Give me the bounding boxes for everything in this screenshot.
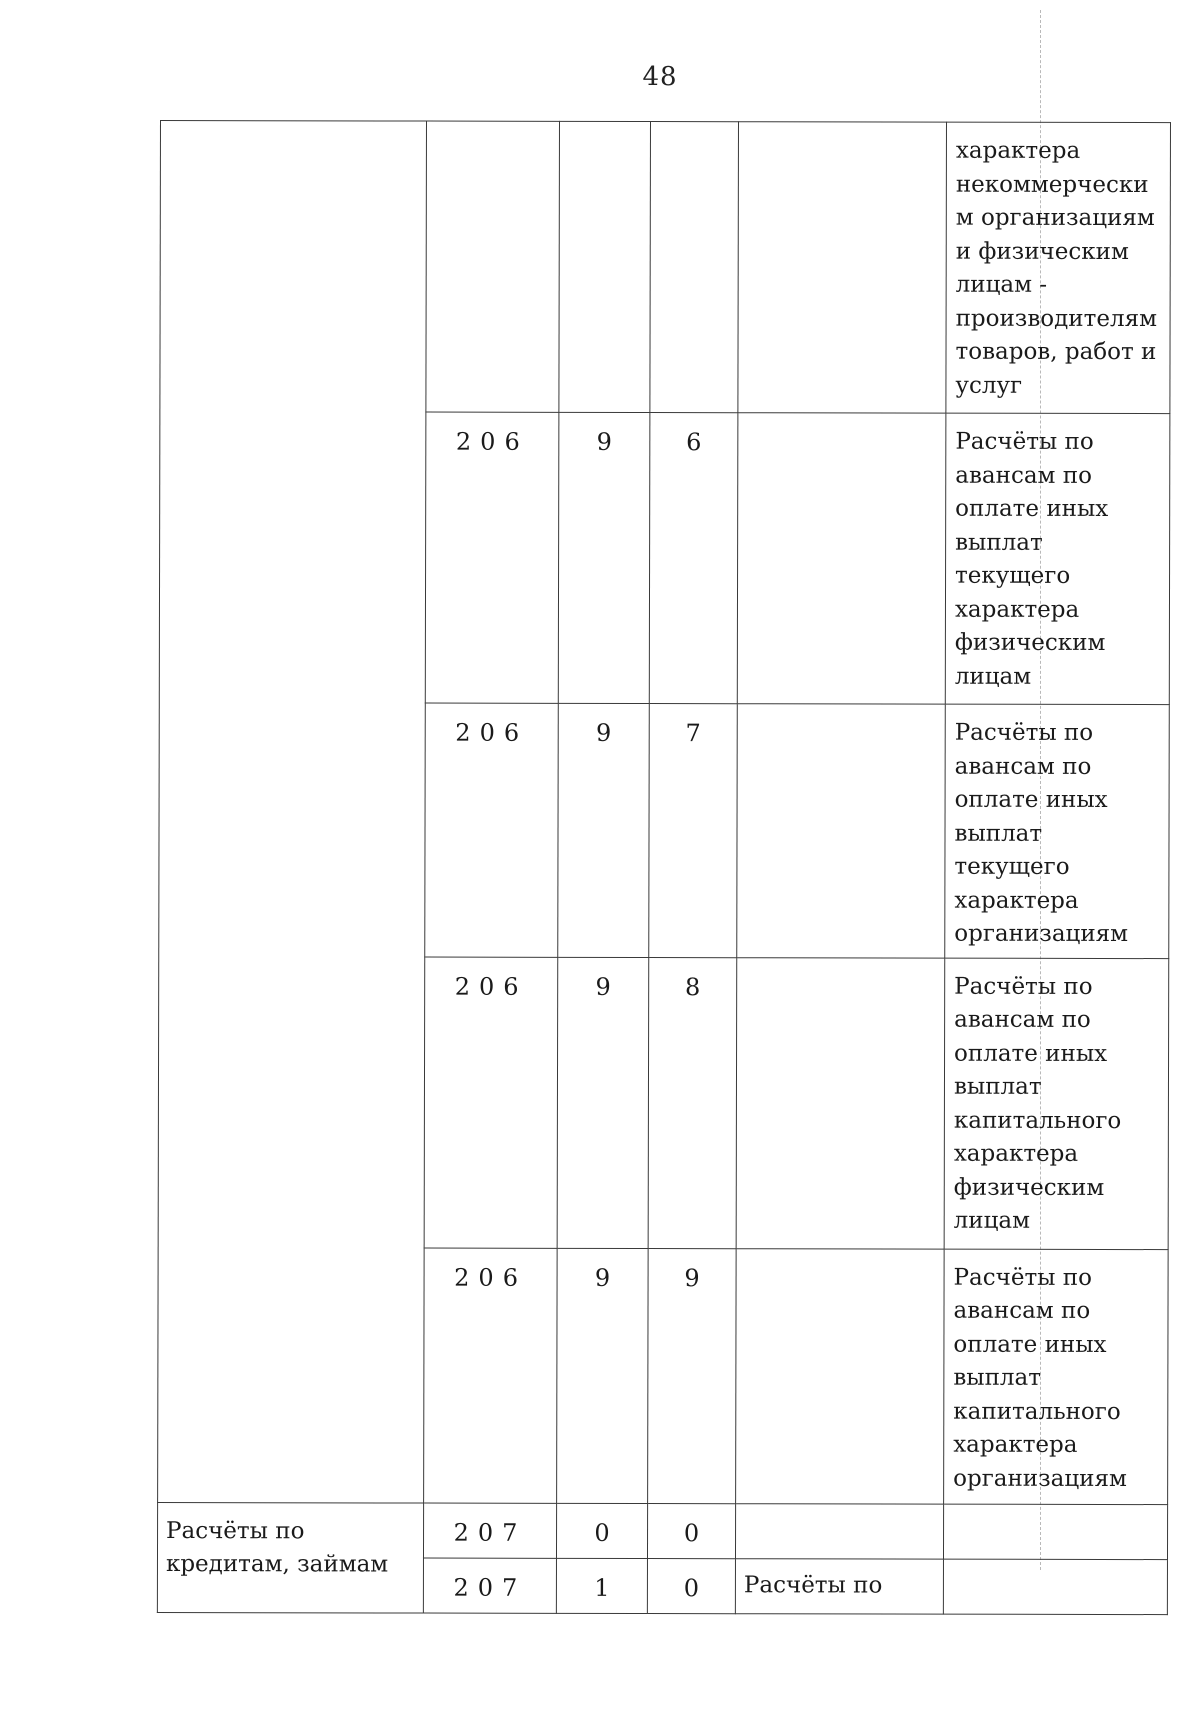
sub2-cell	[650, 122, 739, 413]
sub1-cell: 1	[556, 1558, 647, 1613]
description-cell	[943, 1559, 1167, 1614]
description-text: Расчёты по авансам по оплате иных выплат капитального характера физическим лицам	[953, 973, 1122, 1234]
sub1-cell: 0	[556, 1503, 647, 1558]
account-name	[161, 121, 426, 134]
account-name-cell	[157, 1502, 423, 1613]
description-text	[944, 1504, 1167, 1522]
account-name-cell	[158, 121, 427, 1503]
table-row	[157, 1502, 1167, 1559]
description-cell	[945, 413, 1170, 704]
code-cell: 206	[425, 703, 559, 957]
sub1-cell: 9	[558, 703, 650, 957]
mid-cell	[736, 957, 945, 1248]
sub1-cell: 9	[557, 1248, 649, 1503]
description-cell	[945, 704, 1170, 958]
code-cell: 206	[424, 1248, 558, 1503]
mid-cell	[735, 1558, 943, 1613]
page-number: 48	[642, 62, 678, 92]
code-cell	[426, 121, 560, 412]
sub1-cell: 9	[558, 412, 650, 703]
description-cell	[944, 1249, 1169, 1504]
description-cell	[943, 1504, 1167, 1559]
description-text: характера некоммерчески м организациям и физическим лицам - производителям товаров, работ и услуг	[955, 137, 1158, 399]
description-text	[944, 1559, 1167, 1577]
sub2-cell: 9	[648, 1248, 737, 1503]
code-cell: 206	[424, 957, 558, 1248]
description-text: Расчёты по авансам по оплате иных выплат текущего характера организациям	[954, 719, 1129, 948]
subheading-text: Расчёты по	[743, 1571, 883, 1599]
description-cell	[946, 122, 1171, 413]
sub2-cell: 8	[648, 957, 737, 1248]
sub2-cell: 7	[649, 704, 738, 958]
sub2-cell: 0	[647, 1558, 735, 1613]
sub2-cell: 6	[649, 413, 738, 704]
account-name: Расчёты по кредитам, займам	[165, 1517, 389, 1577]
mid-cell	[737, 704, 946, 958]
code-cell: 206	[425, 412, 559, 703]
mid-cell	[736, 1248, 945, 1503]
accounts-table	[157, 120, 1171, 1615]
description-cell	[944, 958, 1169, 1249]
sub1-cell	[559, 121, 651, 412]
mid-cell	[737, 413, 946, 704]
description-text: Расчёты по авансам по оплате иных выплат текущего характера физическим лицам	[954, 428, 1109, 690]
table-row	[160, 121, 1171, 414]
code-cell: 207	[423, 1503, 556, 1558]
code-cell: 207	[423, 1558, 556, 1613]
mid-cell	[735, 1503, 943, 1558]
mid-cell	[738, 122, 947, 413]
description-text: Расчёты по авансам по оплате иных выплат капитального характера организациям	[953, 1264, 1127, 1492]
sub2-cell: 0	[647, 1503, 735, 1558]
sub1-cell: 9	[557, 957, 649, 1248]
